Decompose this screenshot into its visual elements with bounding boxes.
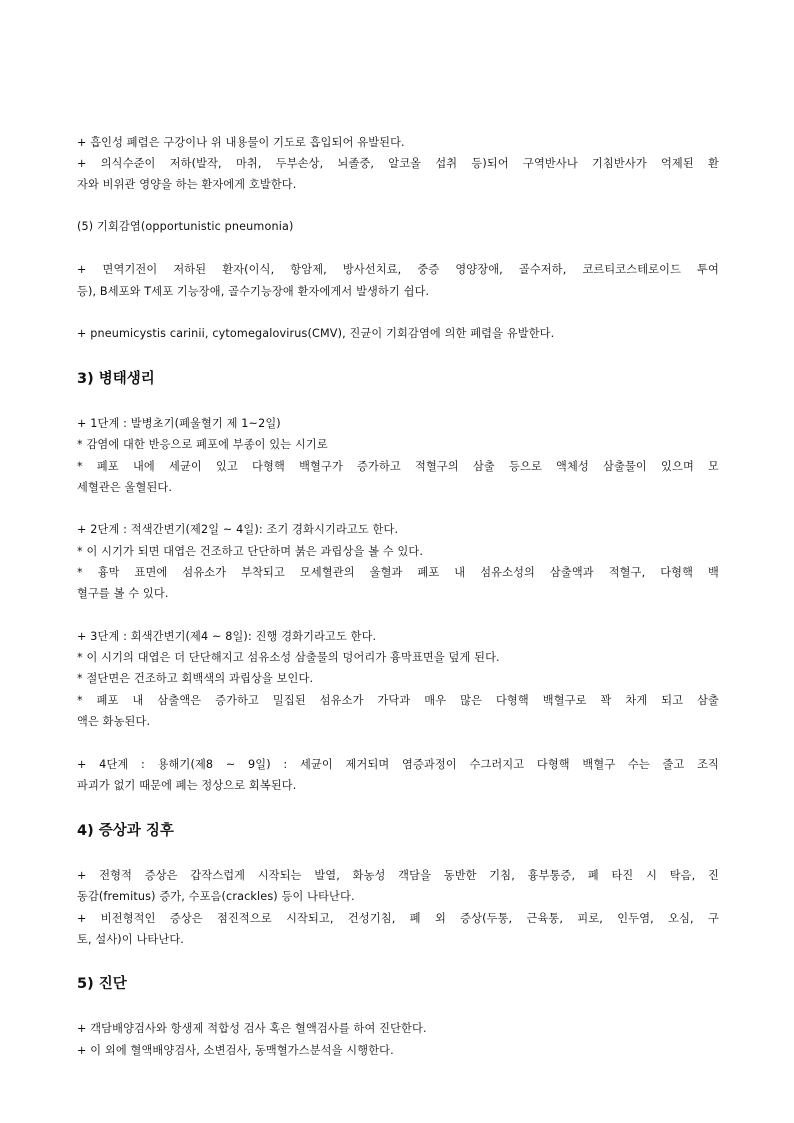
stage3-title: + 3단계 : 회색간변기(제4 ~ 8일): 진행 경화기라고도 한다. — [77, 630, 377, 643]
stage3-bullet-2: * 절단면은 건조하고 회백색의 과립상을 보인다. — [77, 672, 314, 685]
opportunistic-p2: + pneumicystis carinii, cytomegalovirus(CMV), 진균이 기회감염에 의한 폐렴을 유발한다. — [77, 327, 555, 340]
opportunistic-p1-line-1: + 면역기전이 저하된 환자(이식, 항암제, 방사선치료, 중증 영양장애, 골수저하, 코르티코스테로이드 투여 — [77, 263, 719, 276]
symptoms-p1-line-1: + 전형적 증상은 갑작스럽게 시작되는 발열, 화농성 객담을 동반한 기침, 흉부통증, 폐 타진 시 탁음, 진 — [77, 869, 719, 882]
stage1-bullet-2-line-1: * 폐포 내에 세균이 있고 다형핵 백혈구가 증가하고 적혈구의 삼출 등으로 액체성 삼출물이 있으며 모 — [77, 460, 719, 473]
stage2-bullet-2-line-2: 혈구를 볼 수 있다. — [77, 587, 169, 600]
aspiration-line-3: 자와 비위관 영양을 하는 환자에게 호발한다. — [77, 178, 297, 191]
symptoms-p2-line-2: 토, 설사)이 나타난다. — [77, 933, 184, 946]
stage2-title: + 2단계 : 적색간변기(제2일 ~ 4일): 조기 경화시기라고도 한다. — [77, 523, 399, 536]
opportunistic-title: (5) 기회감염(opportunistic pneumonia) — [77, 220, 294, 233]
stage3-bullet-3-line-1: * 폐포 내 삼출액은 증가하고 밀집된 섬유소가 가닥과 매우 많은 다형핵 백혈구로 꽉 차게 되고 삼출 — [77, 694, 719, 707]
section-heading-diagnosis: 5) 진단 — [77, 976, 127, 992]
stage1-bullet-2-line-2: 세혈관은 울혈된다. — [77, 481, 173, 494]
diagnosis-line-2: + 이 외에 혈액배양검사, 소변검사, 동맥혈가스분석을 시행한다. — [77, 1044, 394, 1057]
stage2-bullet-1: * 이 시기가 되면 대엽은 건조하고 단단하며 붉은 과립상을 볼 수 있다. — [77, 545, 424, 558]
stage3-bullet-1: * 이 시기의 대엽은 더 단단해지고 섬유소성 삼출물의 덩어리가 흉막표면을 덮게 된다. — [77, 651, 500, 664]
symptoms-p2-line-1: + 비전형적인 증상은 점진적으로 시작되고, 건성기침, 폐 외 증상(두통, 근육통, 피로, 인두염, 오심, 구 — [77, 912, 719, 925]
aspiration-line-2: + 의식수준이 저하(발작, 마취, 두부손상, 뇌졸중, 알코올 섭취 등)되어 구역반사나 기침반사가 억제된 환 — [77, 157, 719, 170]
symptoms-p1-line-2: 동감(fremitus) 증가, 수포음(crackles) 등이 나타난다. — [77, 890, 355, 903]
section-heading-pathophysiology: 3) 병태생리 — [77, 371, 155, 387]
section-heading-symptoms: 4) 증상과 징후 — [77, 823, 174, 839]
stage3-bullet-3-line-2: 액은 화농된다. — [77, 715, 151, 728]
opportunistic-p1-line-2: 등), B세포와 T세포 기능장애, 골수기능장애 환자에게서 발생하기 쉽다. — [77, 285, 430, 298]
stage1-title: + 1단계 : 발병초기(폐울혈기 제 1~2일) — [77, 417, 281, 430]
aspiration-line-1: + 흡인성 폐렴은 구강이나 위 내용물이 기도로 흡입되어 유발된다. — [77, 136, 405, 149]
stage2-bullet-2-line-1: * 흉막 표면에 섬유소가 부착되고 모세혈관의 울혈과 폐포 내 섬유소성의 삼출액과 적혈구, 다형핵 백 — [77, 566, 719, 579]
stage4-line-2: 파괴가 없기 때문에 폐는 정상으로 회복된다. — [77, 779, 297, 792]
stage1-bullet-1: * 감염에 대한 반응으로 폐포에 부종이 있는 시기로 — [77, 438, 328, 451]
diagnosis-line-1: + 객담배양검사와 항생제 적합성 검사 혹은 혈액검사를 하여 진단한다. — [77, 1022, 427, 1035]
stage4-line-1: + 4단계 : 용해기(제8 ~ 9일) : 세균이 제거되며 염증과정이 수그러지고 다형핵 백혈구 수는 줄고 조직 — [77, 758, 719, 771]
